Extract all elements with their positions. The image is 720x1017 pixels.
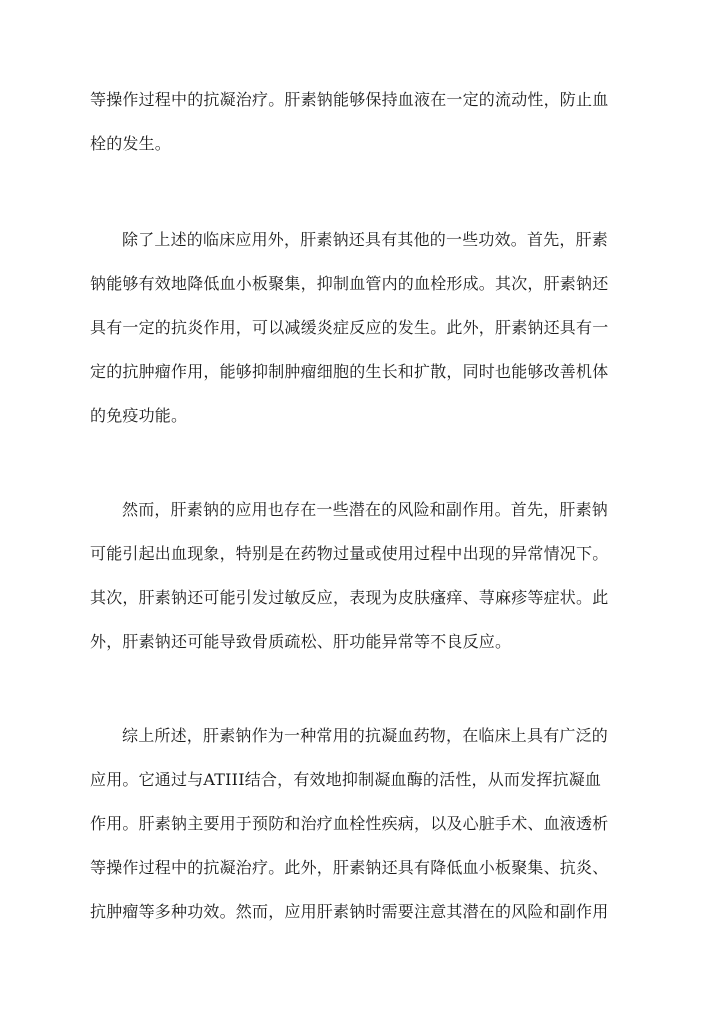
paragraph-2-line-5: 的免疫功能。 (90, 406, 188, 425)
paragraph-4-line-4: 等操作过程中的抗凝治疗。此外，肝素钠还具有降低血小板聚集、抗炎、 (90, 858, 609, 877)
paragraph-3-line-2: 可能引起出血现象，特别是在药物过量或使用过程中出现的异常情况下。 (90, 544, 609, 563)
paragraph-4-line-1: 综上所述，肝素钠作为一种常用的抗凝血药物，在临床上具有广泛的 (122, 726, 609, 745)
paragraph-4-line-5: 抗肿瘤等多种功效。然而，应用肝素钠时需要注意其潜在的风险和副作用 (90, 902, 609, 921)
paragraph-4-line-2: 应用。它通过与ATIII结合，有效地抑制凝血酶的活性，从而发挥抗凝血 (90, 770, 602, 789)
paragraph-3-line-1: 然而，肝素钠的应用也存在一些潜在的风险和副作用。首先，肝素钠 (122, 500, 609, 519)
paragraph-1-line-2: 栓的发生。 (90, 134, 172, 153)
paragraph-3-line-4: 外，肝素钠还可能导致骨质疏松、肝功能异常等不良反应。 (90, 632, 512, 651)
paragraph-4-line-3: 作用。肝素钠主要用于预防和治疗血栓性疾病，以及心脏手术、血液透析 (90, 814, 609, 833)
paragraph-1-line-1: 等操作过程中的抗凝治疗。肝素钠能够保持血液在一定的流动性，防止血 (90, 90, 609, 109)
paragraph-2-line-2: 钠能够有效地降低血小板聚集，抑制血管内的血栓形成。其次，肝素钠还 (90, 274, 609, 293)
paragraph-2-line-4: 定的抗肿瘤作用，能够抑制肿瘤细胞的生长和扩散，同时也能够改善机体 (90, 362, 609, 381)
paragraph-3-line-3: 其次，肝素钠还可能引发过敏反应，表现为皮肤瘙痒、荨麻疹等症状。此 (90, 588, 609, 607)
paragraph-2-line-3: 具有一定的抗炎作用，可以减缓炎症反应的发生。此外，肝素钠还具有一 (90, 318, 609, 337)
paragraph-2-line-1: 除了上述的临床应用外，肝素钠还具有其他的一些功效。首先，肝素 (122, 230, 609, 249)
